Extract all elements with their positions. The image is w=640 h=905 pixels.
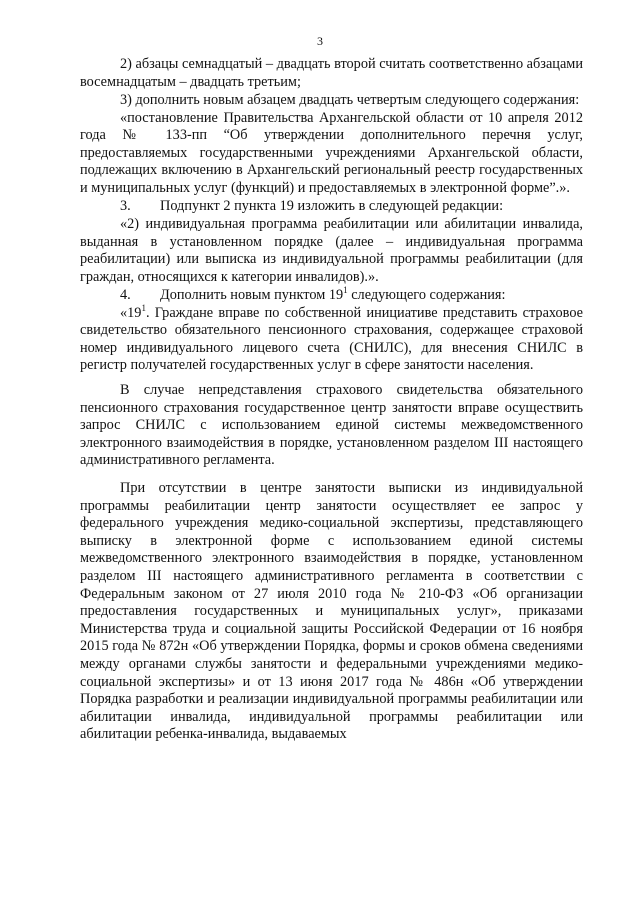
paragraph-subitem-2: 2) абзацы семнадцатый – двадцать второй считать соответственно абзацами восемнадцатым – двадцать третьим; <box>80 56 583 90</box>
paragraph-subitem-3: 3) дополнить новым абзацем двадцать четвертым следующего содержания: <box>120 91 580 108</box>
paragraph-item-3 <box>80 198 583 216</box>
page-number: 3 <box>317 34 323 48</box>
item-number: 3. <box>120 197 131 214</box>
item-number: 4. <box>120 286 131 303</box>
paragraph-point-19-1 <box>80 302 583 375</box>
paragraph-new-subitem-2: «2) индивидуальная программа реабилитации или абилитации инвалида, выданная в установленном порядке (далее – индивидуальная программа реабилитации) или выписка из индивидуальной программы реабилитации (для граждан, относящихся к категории инвалидов).». <box>80 215 583 285</box>
paragraph-snils-request: В случае непредставления страхового свидетельства обязательного пенсионного страхования государственное центр занятости вправе осуществить запрос СНИЛС с использованием единой системы межведомственного электронного взаимодействия в порядке, установленном разделом III настоящего административного регламента. <box>80 382 583 469</box>
superscript: 1 <box>141 302 146 313</box>
point-text: . Граждане вправе по собственной инициативе представить страховое свидетельство обязательного пенсионного страхования, содержащее страховой номер индивидуального лицевого счета (СНИЛС), для внесения СНИЛС в регистр получателей государственных услуг в сфере занятости населения. <box>80 304 583 374</box>
point-label: «19 <box>120 304 142 321</box>
paragraph-quoted-resolution: «постановление Правительства Архангельской области от 10 апреля 2012 года № 133-пп “Об утверждении дополнительного перечня услуг, предоставляемых государственными учреждениями Архангельской области, подлежащих включению в Архангельский региональный реестр государственных и муниципальных услуг (функций) и предоставляемых в электронной форме”.». <box>80 109 583 196</box>
paragraph-item-4 <box>80 284 583 305</box>
paragraph-rehabilitation-request: При отсутствии в центре занятости выписки из индивидуальной программы реабилитации центр занятости осуществляет ее запрос у федерального учреждения медико-социальной экспертизы, представляющего выписку в электронной форме с использованием единой системы межведомственного электронного взаимодействия в порядке, установленном разделом III настоящего административного регламента в соответствии с Федеральным законом от 27 июля 2010 года № 210-ФЗ «Об организации предоставления государственных и муниципальных услуг», приказами Министерства труда и социальной защиты Российской Федерации от 16 ноября 2015 года № 872н «Об утверждении Порядка, формы и сроков обмена сведениями между органами службы занятости и федеральными учреждениями медико-социальной экспертизы» и от 13 июня 2017 года № 486н «Об утверждении Порядка разработки и реализации индивидуальной программы реабилитации или абилитации инвалида, индивидуальной программы реабилитации или абилитации ребенка-инвалида, выдаваемых <box>80 480 583 743</box>
superscript: 1 <box>343 284 348 295</box>
item-text: Дополнить новым пунктом 19 <box>160 286 344 303</box>
item-text-tail: следующего содержания: <box>347 286 506 303</box>
item-text: Подпункт 2 пункта 19 изложить в следующей редакции: <box>160 197 504 214</box>
document-body <box>80 56 583 744</box>
